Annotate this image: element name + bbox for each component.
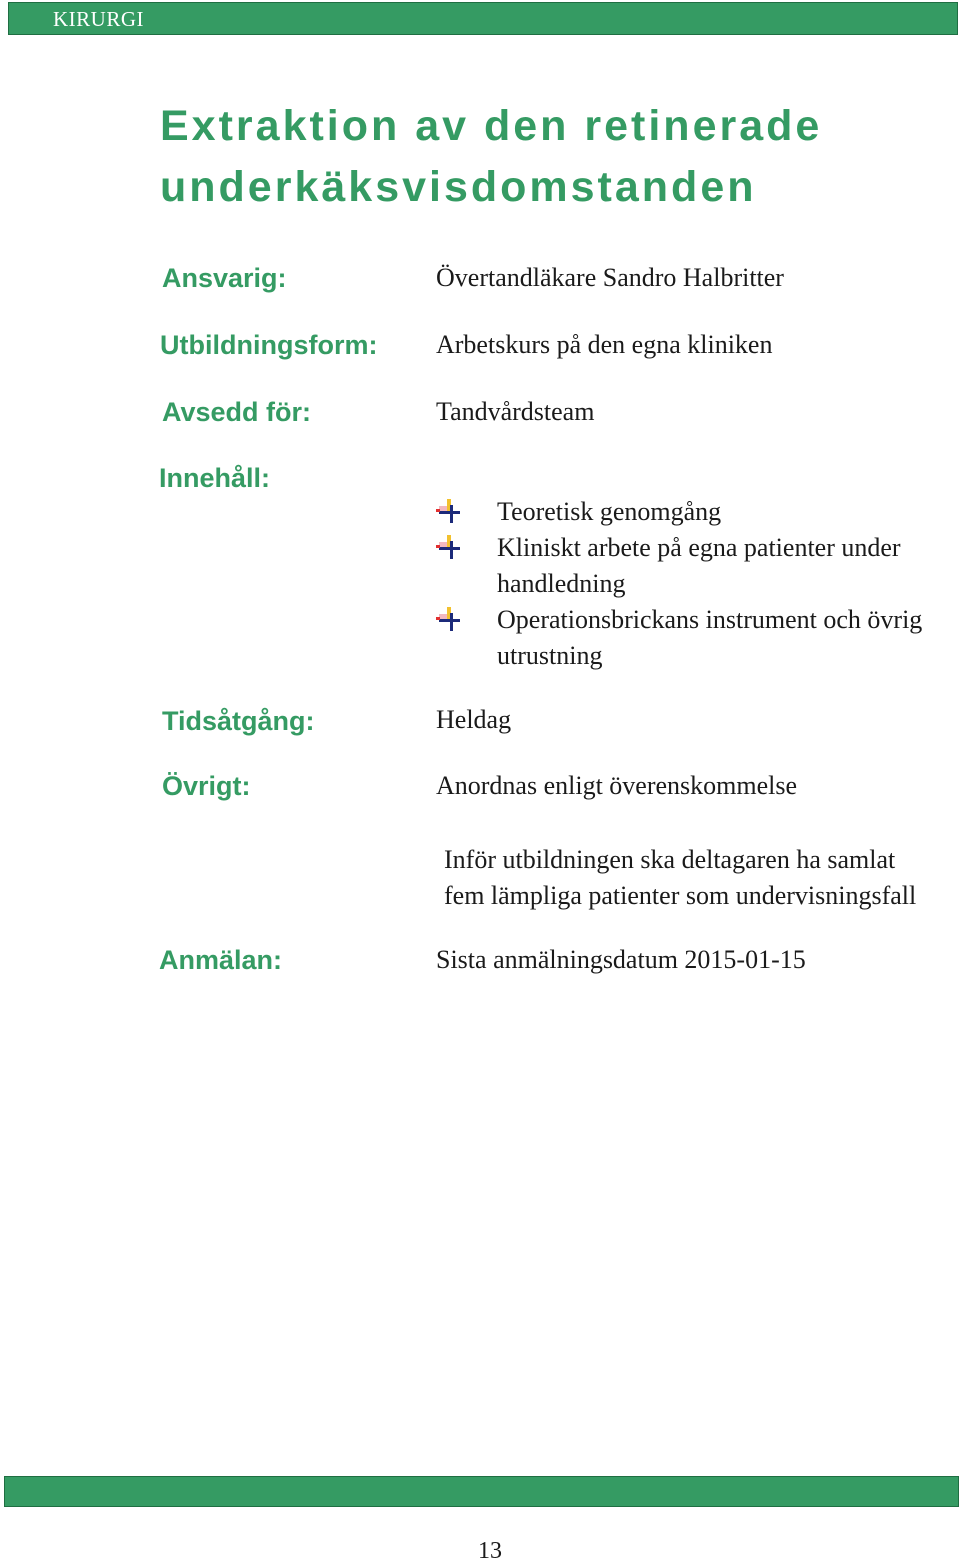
pushpin-bullet-icon xyxy=(436,535,462,559)
content-item-text: Teoretisk genomgång xyxy=(497,497,722,526)
intended-for-label: Avsedd för: xyxy=(162,397,312,427)
education-form-value: Arbetskurs på den egna kliniken xyxy=(436,330,773,359)
content-label: Innehåll: xyxy=(159,463,271,493)
other-note xyxy=(444,842,916,914)
responsible-label: Ansvarig: xyxy=(162,263,287,293)
list-item xyxy=(436,602,956,674)
pushpin-bullet-icon xyxy=(436,499,462,523)
page-number: 13 xyxy=(478,1538,502,1564)
other-value: Anordnas enligt överenskommelse xyxy=(436,771,798,800)
header-bar xyxy=(8,2,958,35)
section-label: KIRURGI xyxy=(53,7,144,31)
page-title-line-2: underkäksvisdomstanden xyxy=(160,163,757,211)
responsible-value: Övertandläkare Sandro Halbritter xyxy=(436,263,784,292)
time-value: Heldag xyxy=(436,705,512,734)
page-title-line-1: Extraktion av den retinerade xyxy=(160,102,823,150)
content-item-text: Operationsbrickans instrument och övrig utrustning xyxy=(497,605,923,670)
other-note-line-1: Inför utbildningen ska deltagaren ha samlat xyxy=(444,845,896,874)
footer-bar xyxy=(4,1476,959,1507)
time-label: Tidsåtgång: xyxy=(162,706,315,736)
list-item xyxy=(436,494,956,530)
other-note-line-2: fem lämpliga patienter som undervisningsfall xyxy=(444,881,917,910)
pushpin-bullet-icon xyxy=(436,607,462,631)
list-item xyxy=(436,530,956,602)
registration-value: Sista anmälningsdatum 2015-01-15 xyxy=(436,945,806,974)
registration-label: Anmälan: xyxy=(159,945,283,975)
intended-for-value: Tandvårdsteam xyxy=(436,397,595,426)
other-label: Övrigt: xyxy=(162,771,251,801)
content-item-text: Kliniskt arbete på egna patienter under handledning xyxy=(497,533,901,598)
content-list xyxy=(436,494,956,674)
page-title xyxy=(160,96,822,218)
education-form-label: Utbildningsform: xyxy=(160,330,378,360)
